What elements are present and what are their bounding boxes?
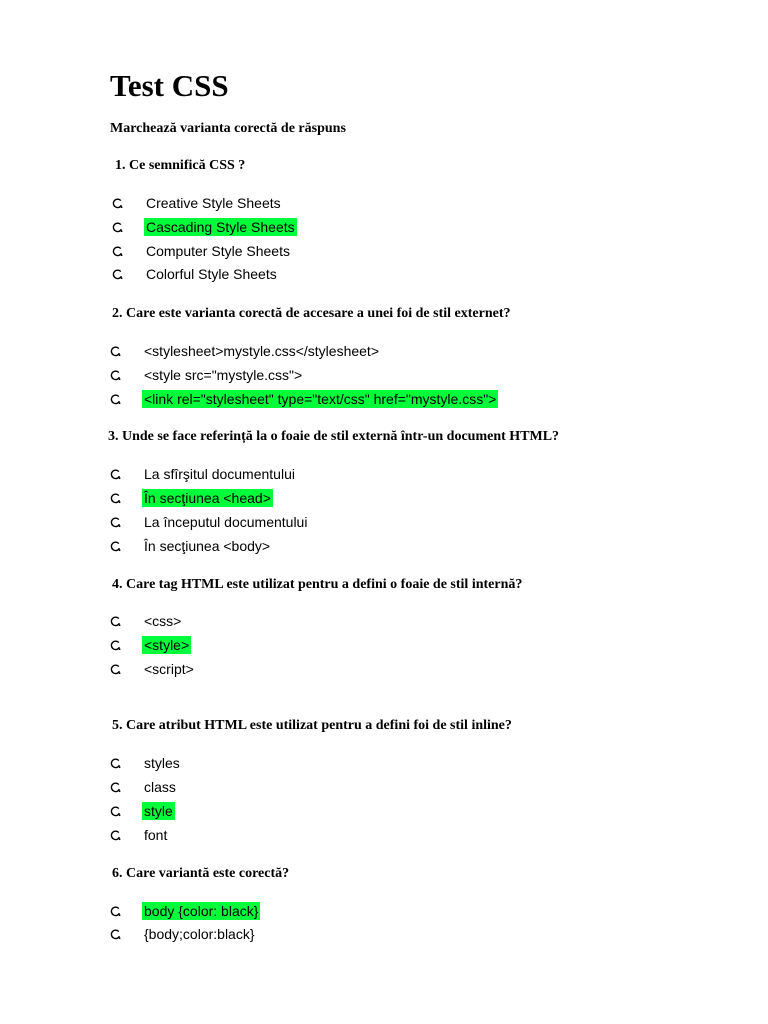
option-label: styles	[144, 755, 180, 771]
option-label: La sfîrşitul documentului	[144, 466, 295, 482]
radio-icon[interactable]	[110, 616, 120, 626]
option-label-correct: body {color: black}	[144, 903, 259, 919]
question-1-label: 1. Ce semnifică CSS ?	[115, 158, 246, 173]
radio-icon[interactable]	[112, 246, 122, 256]
radio-icon[interactable]	[110, 394, 120, 404]
option-label: <css>	[144, 613, 182, 629]
option-label: La începutul documentului	[144, 514, 308, 530]
question-6-option-2[interactable]	[110, 924, 257, 944]
radio-icon[interactable]	[110, 517, 120, 527]
question-5-option-3[interactable]	[110, 801, 175, 821]
page-title: Test CSS	[110, 68, 229, 103]
option-label-correct: style	[144, 803, 173, 819]
option-label: În secţiunea <body>	[144, 538, 271, 554]
question-4-label: 4. Care tag HTML este utilizat pentru a defini o foaie de stil internă?	[112, 577, 523, 592]
radio-icon[interactable]	[110, 906, 120, 916]
question-1-option-3[interactable]	[112, 241, 292, 261]
question-5-option-2[interactable]	[110, 777, 178, 797]
option-label: <script>	[144, 661, 194, 677]
radio-icon[interactable]	[112, 222, 122, 232]
question-3-label: 3. Unde se face referință la o foaie de stil externă într-un document HTML?	[108, 429, 560, 444]
radio-icon[interactable]	[110, 370, 120, 380]
radio-icon[interactable]	[110, 541, 120, 551]
question-1-option-1[interactable]	[112, 193, 283, 213]
question-2-option-1[interactable]	[110, 341, 381, 361]
radio-icon[interactable]	[110, 664, 120, 674]
question-3-option-4[interactable]	[110, 536, 272, 556]
question-1-option-4[interactable]	[112, 264, 279, 284]
question-6-option-1[interactable]	[110, 901, 260, 921]
question-4-option-3[interactable]	[110, 659, 196, 679]
option-label-correct: <link rel="stylesheet" type="text/css" href="mystyle.css">	[144, 391, 497, 407]
radio-icon[interactable]	[112, 198, 122, 208]
question-2-option-2[interactable]	[110, 365, 304, 385]
option-label: class	[144, 779, 176, 795]
radio-icon[interactable]	[110, 830, 120, 840]
radio-icon[interactable]	[110, 346, 120, 356]
option-label-correct: Cascading Style Sheets	[146, 219, 295, 235]
question-4-option-2[interactable]	[110, 635, 191, 655]
option-label: Creative Style Sheets	[146, 195, 281, 211]
option-label-correct: <style>	[144, 637, 190, 653]
option-label: <style src="mystyle.css">	[144, 367, 303, 383]
radio-icon[interactable]	[110, 758, 120, 768]
question-6-label: 6. Care variantă este corectă?	[112, 866, 290, 881]
question-5-option-1[interactable]	[110, 753, 182, 773]
option-label: <stylesheet>mystyle.css</stylesheet>	[144, 343, 379, 359]
question-1-option-2[interactable]	[112, 217, 297, 237]
question-4-option-1[interactable]	[110, 611, 183, 631]
question-2-label: 2. Care este varianta corectă de accesare a unei foi de stil externet?	[112, 306, 511, 321]
question-5-label: 5. Care atribut HTML este utilizat pentru a defini foi de stil inline?	[112, 718, 512, 733]
option-label: font	[144, 827, 168, 843]
question-3-option-1[interactable]	[110, 464, 297, 484]
instructions-text: Marchează varianta corectă de răspuns	[110, 121, 346, 136]
option-label: {body;color:black}	[144, 926, 255, 942]
option-label: Computer Style Sheets	[146, 243, 290, 259]
radio-icon[interactable]	[110, 493, 120, 503]
option-label-correct: În secţiunea <head>	[144, 490, 271, 506]
radio-icon[interactable]	[112, 269, 122, 279]
radio-icon[interactable]	[110, 469, 120, 479]
question-2-option-3[interactable]	[110, 389, 498, 409]
radio-icon[interactable]	[110, 782, 120, 792]
question-5-option-4[interactable]	[110, 825, 169, 845]
question-3-option-2[interactable]	[110, 488, 273, 508]
radio-icon[interactable]	[110, 929, 120, 939]
radio-icon[interactable]	[110, 806, 120, 816]
radio-icon[interactable]	[110, 640, 120, 650]
option-label: Colorful Style Sheets	[146, 266, 277, 282]
question-3-option-3[interactable]	[110, 512, 309, 532]
